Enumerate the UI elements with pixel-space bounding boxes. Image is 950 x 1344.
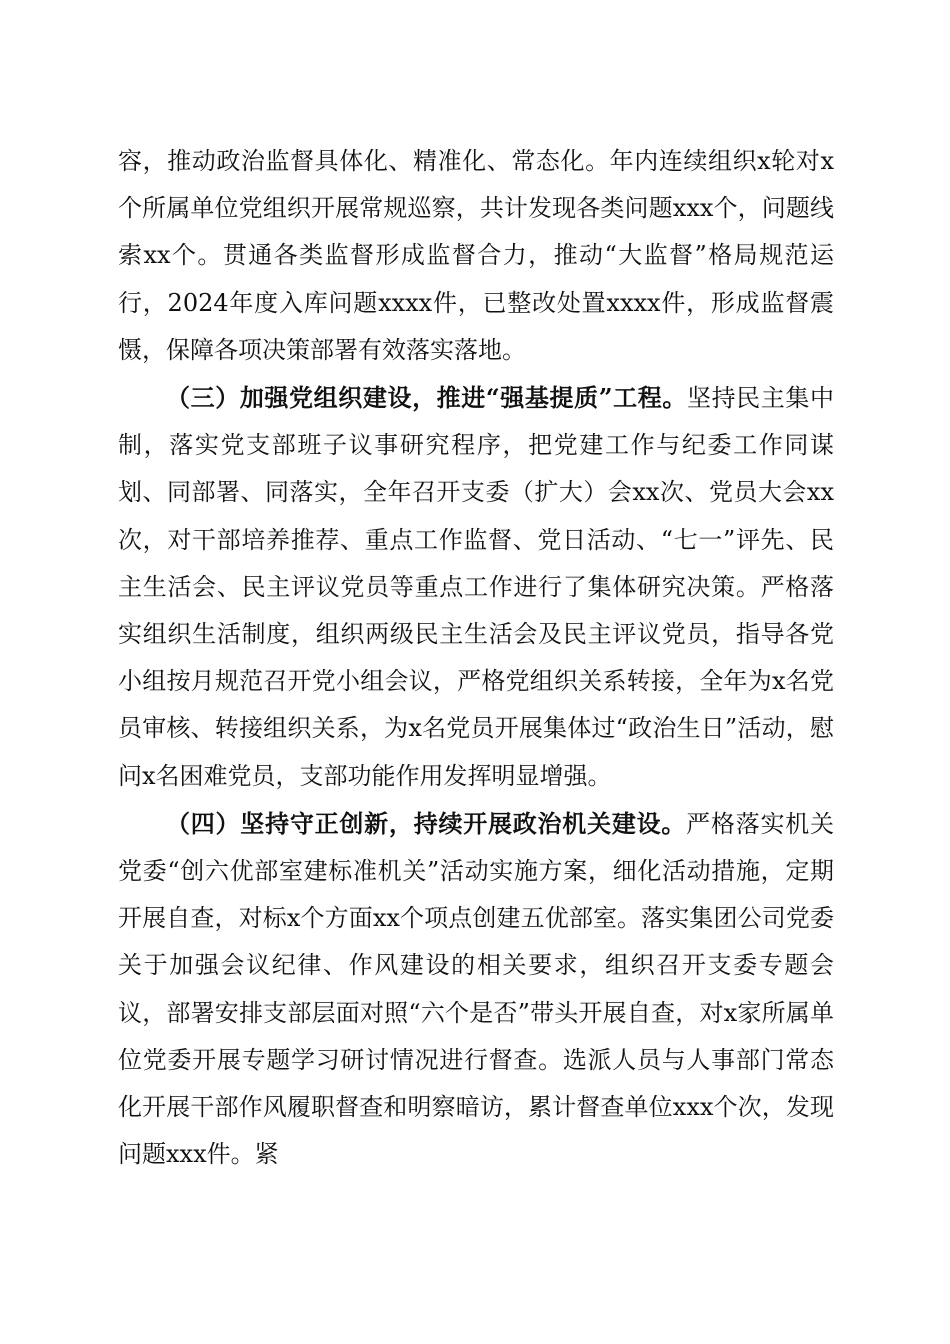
paragraph-text: 坚持民主集中制，落实党支部班子议事研究程序，把党建工作与纪委工作同谋划、同部署、同落实，全年召开支委（扩大）会xx次、党员大会xx次，对干部培养推荐、重点工作监督、党日活动、“七一”评先、民主生活会、民主评议党员等重点工作进行了集体研究决策。严格落实组织生活制度，组织两级民主生活会及民主评议党员，指导各党小组按月规范召开党小组会议，严格党组织关系转接，全年为x名党员审核、转接组织关系，为x名党员开展集体过“政治生日”活动，慰问x名困难党员，支部功能作用发挥明显增强。 xyxy=(118,384,835,790)
paragraph-text: 严格落实机关党委“创六优部室建标准机关”活动实施方案，细化活动措施，定期开展自查，对标x个方面xx个项点创建五优部室。落实集团公司党委关于加强会议纪律、作风建设的相关要求，组织召开支委专题会议，部署安排支部层面对照“六个是否”带头开展自查，对x家所属单位党委开展专题学习研讨情况进行督查。选派人员与人事部门常态化开展干部作风履职督查和明察暗访，累计督查单位xxx个次，发现问题xxx件。紧 xyxy=(118,809,835,1169)
paragraph-text: 容，推动政治监督具体化、精准化、常态化。年内连续组织x轮对x个所属单位党组织开展常规巡察，共计发现各类问题xxx个，问题线索xx个。贯通各类监督形成监督合力，推动“大监督”格局规范运行，2024年度入库问题xxxx件，已整改处置xxxx件，形成监督震慑，保障各项决策部署有效落实落地。 xyxy=(118,147,834,364)
section-heading: （三）加强党组织建设，推进“强基提质”工程。 xyxy=(166,383,687,413)
paragraph-section-3 xyxy=(118,374,834,800)
section-heading: （四）坚持守正创新，持续开展政治机关建设。 xyxy=(166,808,687,838)
document-body xyxy=(118,138,834,1178)
paragraph-section-4 xyxy=(118,800,834,1179)
paragraph-continuation xyxy=(118,138,834,374)
